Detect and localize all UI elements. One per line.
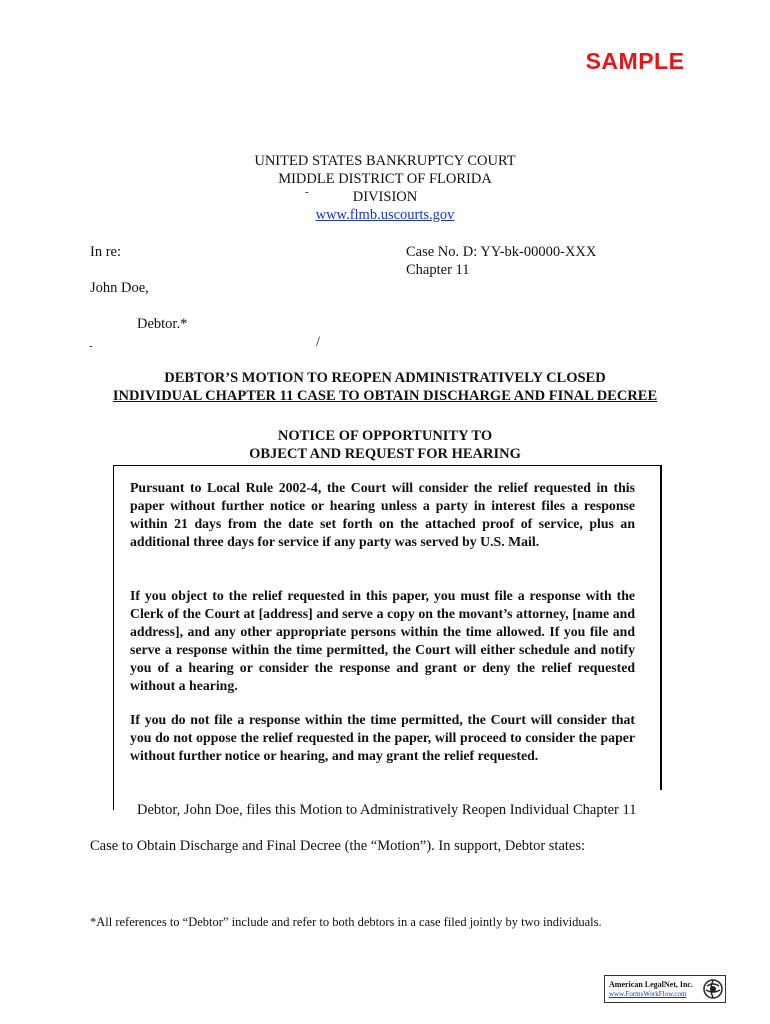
body-line-1: Debtor, John Doe, files this Motion to Administratively Reopen Individual Chapter 11 bbox=[137, 802, 637, 818]
chapter-label: Chapter 11 bbox=[406, 262, 470, 278]
notice-heading-2: OBJECT AND REQUEST FOR HEARING bbox=[249, 446, 521, 462]
caption-blank-mark: - bbox=[89, 340, 93, 352]
footnote: *All references to “Debtor” include and refer to both debtors in a case filed jointly by two individuals. bbox=[90, 915, 602, 929]
notice-box-left-rule bbox=[113, 465, 114, 810]
caption-slash: / bbox=[316, 334, 321, 350]
body-line-2: Case to Obtain Discharge and Final Decree (the “Motion”). In support, Debtor states: bbox=[90, 838, 586, 854]
legalnet-logo[interactable] bbox=[604, 975, 726, 1003]
debtor-name: John Doe, bbox=[90, 280, 149, 296]
in-re-label: In re: bbox=[90, 244, 121, 260]
sample-stamp: SAMPLE bbox=[585, 48, 685, 74]
court-district: MIDDLE DISTRICT OF FLORIDA bbox=[278, 171, 492, 187]
logo-company-name: American LegalNet, Inc. bbox=[609, 980, 693, 989]
debtor-label: Debtor.* bbox=[137, 316, 188, 332]
motion-title-line1: DEBTOR’S MOTION TO REOPEN ADMINISTRATIVELY CLOSED bbox=[164, 370, 606, 386]
court-website-link[interactable]: www.flmb.uscourts.gov bbox=[315, 207, 455, 223]
globe-icon bbox=[703, 979, 723, 999]
notice-heading-1: NOTICE OF OPPORTUNITY TO bbox=[277, 428, 493, 444]
notice-paragraph-1: Pursuant to Local Rule 2002-4, the Court will consider the relief requested in this paper without further notice or hearing unless a party in interest files a response within 21 days from the date set forth on the attached proof of service, plus an additional three days for service if any party was served by U.S. Mail. bbox=[130, 480, 635, 549]
court-division: DIVISION bbox=[352, 189, 418, 205]
logo-website-link[interactable]: www.FormsWorkFlow.com bbox=[609, 990, 687, 998]
case-number: Case No. D: YY-bk-00000-XXX bbox=[406, 244, 597, 260]
notice-paragraph-2: If you object to the relief requested in this paper, you must file a response with the Clerk of the Court at [address] and serve a copy on the movant’s attorney, [name and address], and any other appropriate persons within the time allowed. If you file and serve a response within the time permitted, the Court will either schedule and notify you of a hearing or consider the response and grant or deny the relief requested without a hearing. bbox=[130, 588, 635, 693]
motion-title-line2: INDIVIDUAL CHAPTER 11 CASE TO OBTAIN DISCHARGE AND FINAL DECREE bbox=[112, 388, 658, 404]
division-blank-mark: - bbox=[305, 186, 309, 198]
court-name: UNITED STATES BANKRUPTCY COURT bbox=[254, 153, 516, 169]
court-website-row bbox=[0, 206, 770, 224]
notice-paragraph-3: If you do not file a response within the time permitted, the Court will consider that you do not oppose the relief requested in the paper, will proceed to consider the paper without further notice or hearing, and may grant the relief requested. bbox=[130, 712, 635, 763]
